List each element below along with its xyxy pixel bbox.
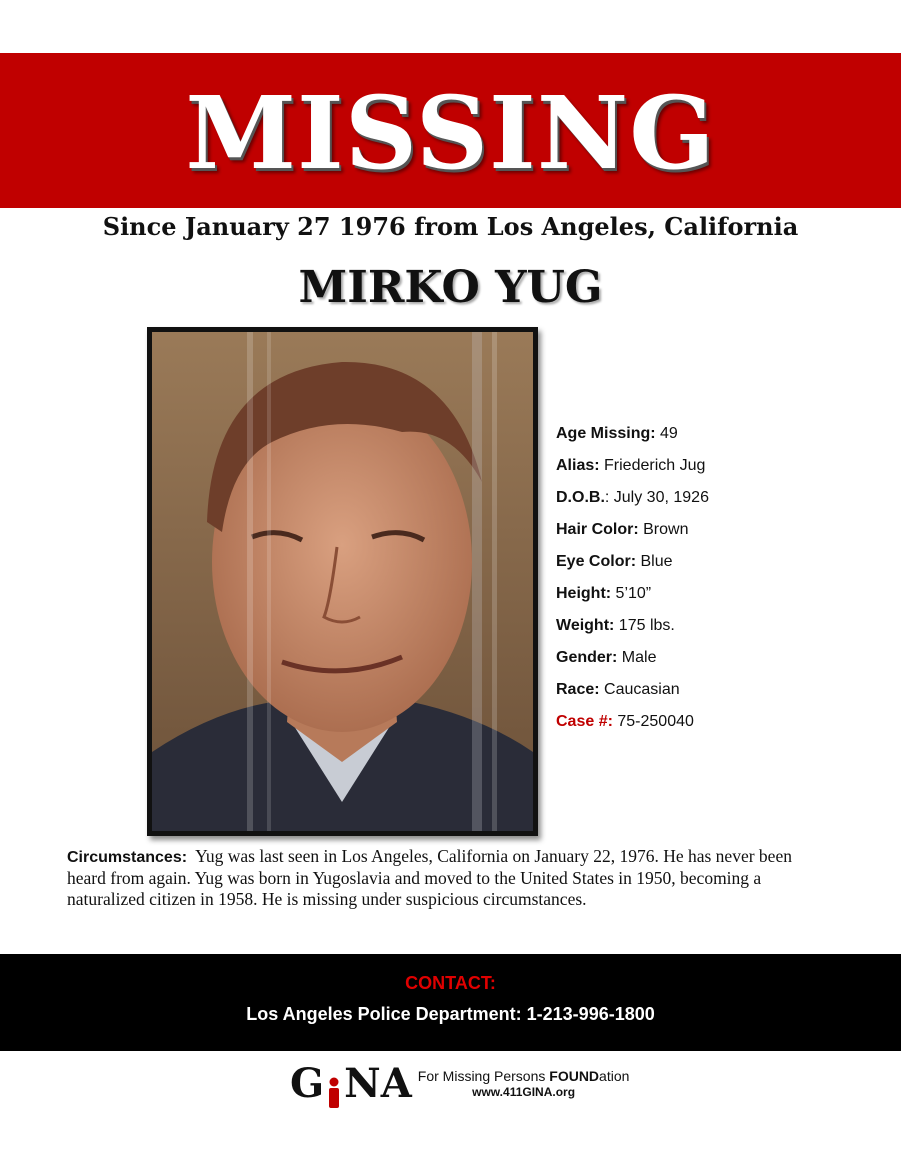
detail-alias [556,455,886,487]
tagline-bold: FOUND [549,1068,600,1084]
logo-letter-g: G [290,1060,325,1107]
details-list [556,423,886,743]
detail-value: Male [617,649,657,666]
gina-logo [290,1062,629,1107]
detail-age-missing [556,423,886,455]
detail-height [556,583,886,615]
detail-label: Case #: [556,713,613,730]
detail-weight [556,615,886,647]
logo-wordmark [290,1062,412,1106]
detail-value: 5’10” [611,585,652,602]
logo-url[interactable]: www.411GINA.org [472,1085,576,1099]
circumstances-text: Yug was last seen in Los Angeles, California on January 22, 1976. He has never been heard from again. Yug was born in Yugoslavia and moved to the United States in 1950, becoming a naturalized citizen in 1958. He is missing under suspicious circumstances. [67,846,792,909]
detail-gender [556,647,886,679]
detail-value: 75-250040 [612,713,694,730]
contact-panel [0,954,901,1051]
logo-tagline [418,1068,630,1100]
detail-label: Age Missing: [556,425,656,442]
tagline-prefix: For Missing Persons [417,1068,550,1084]
detail-hair-color [556,519,886,551]
person-photo [147,327,538,836]
circumstances-label: Circumstances: [67,849,188,866]
circumstances [67,846,827,910]
detail-value: : July 30, 1926 [604,489,709,506]
contact-label: CONTACT: [405,973,496,993]
detail-case-number [556,711,886,743]
detail-value: Brown [638,521,689,538]
tagline-suffix: ation [599,1068,630,1084]
detail-label: D.O.B. [556,489,605,506]
detail-label: Hair Color: [556,521,639,538]
detail-label: Height: [556,585,612,602]
detail-dob [556,487,886,519]
person-icon [325,1074,343,1106]
banner-title: MISSING [185,73,716,192]
detail-label: Eye Color: [556,553,637,570]
detail-value: Friederich Jug [599,457,706,474]
missing-banner [0,53,901,208]
missing-since: Since January 27 1976 from Los Angeles, California [102,212,799,241]
detail-race [556,679,886,711]
detail-label: Race: [556,681,600,698]
detail-label: Weight: [556,617,615,634]
detail-value: 49 [655,425,678,442]
detail-value: 175 lbs. [614,617,675,634]
detail-label: Alias: [556,457,600,474]
detail-eye-color [556,551,886,583]
contact-info: Los Angeles Police Department: 1-213-996-1800 [246,1004,655,1024]
person-name: MIRKO YUG [298,262,603,313]
logo-letters-na: NA [344,1060,412,1107]
detail-value: Caucasian [599,681,680,698]
detail-value: Blue [636,553,673,570]
detail-label: Gender: [556,649,618,666]
